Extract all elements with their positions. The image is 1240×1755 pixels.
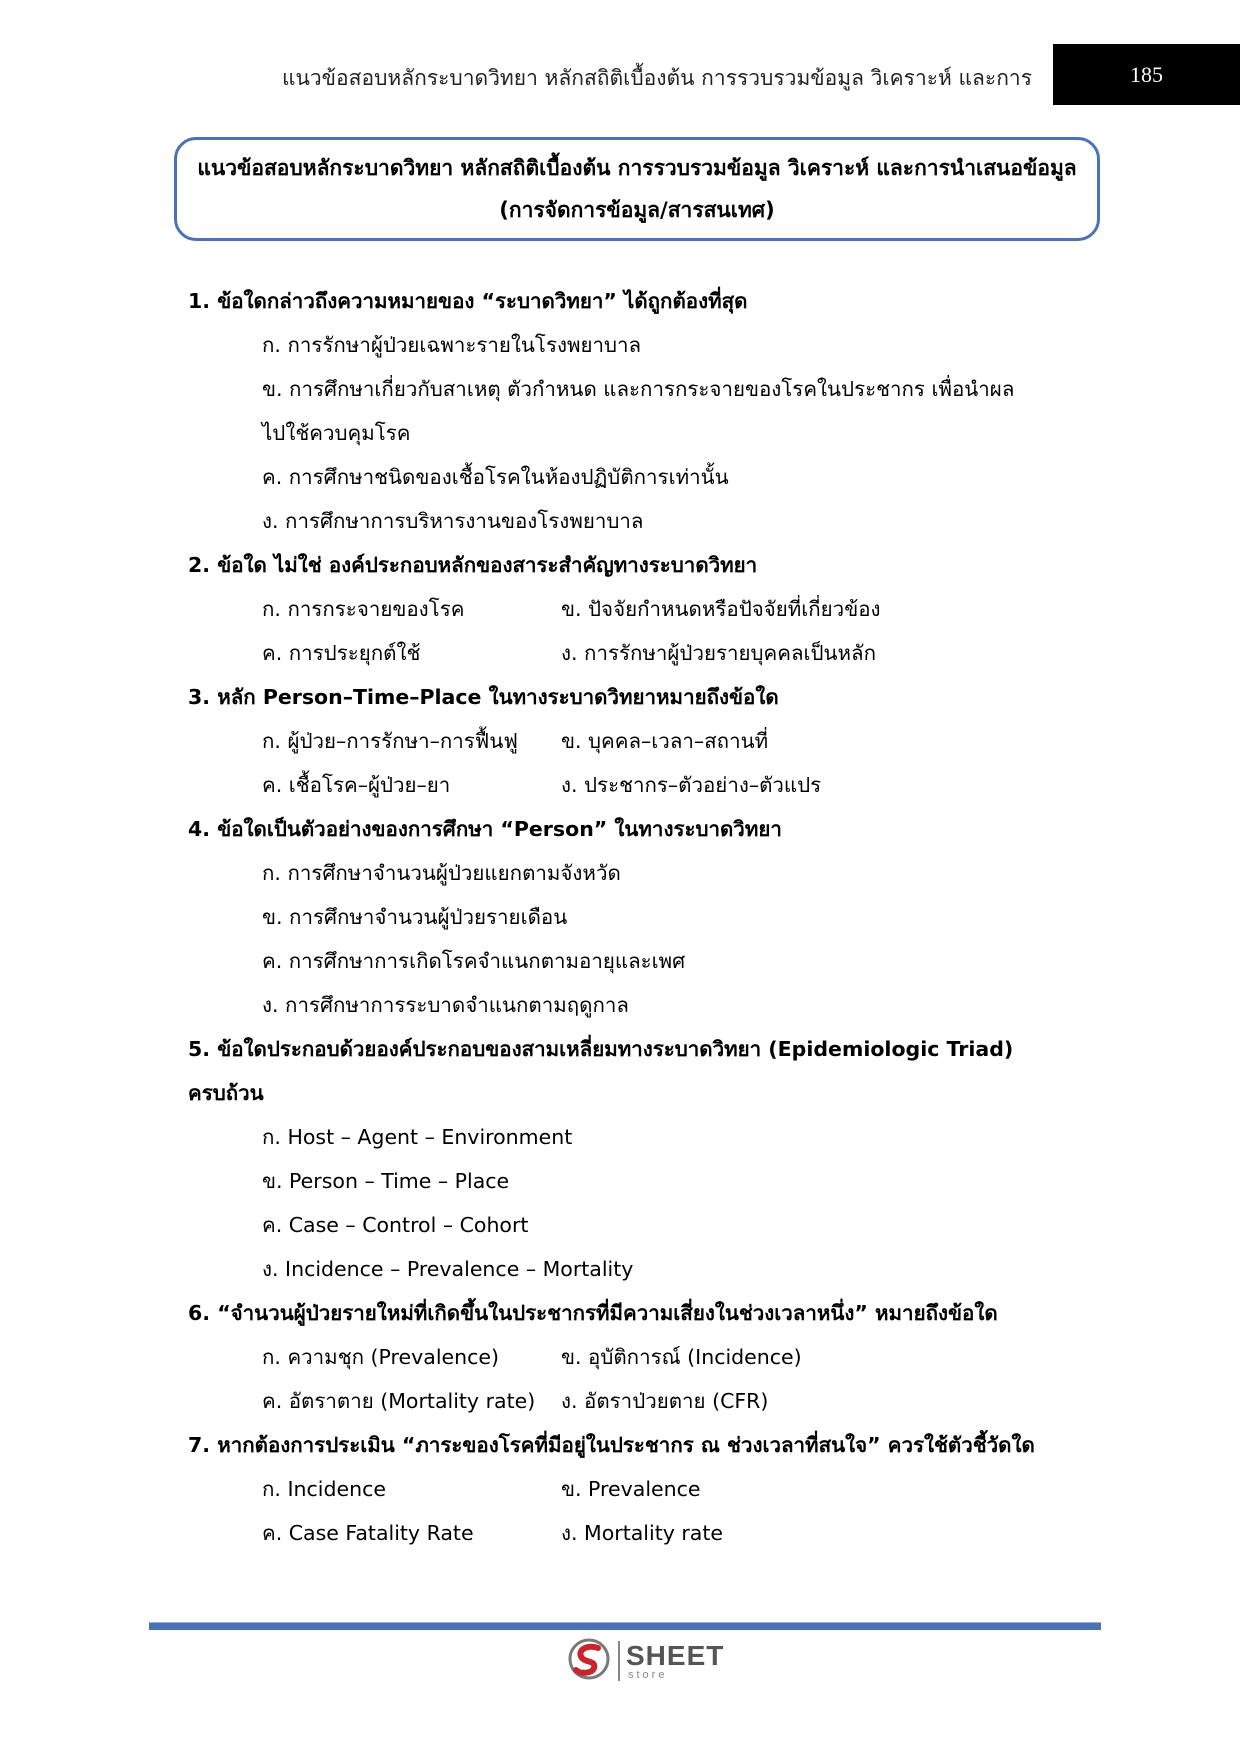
q5-option-a: ก. Host – Agent – Environment [262, 1125, 573, 1149]
logo-main-text: SHEET [626, 1639, 725, 1671]
q4-option-a: ก. การศึกษาจำนวนผู้ป่วยแยกตามจังหวัด [262, 861, 621, 885]
q7-option-c: ค. Case Fatality Rate [262, 1521, 474, 1545]
q5-option-d: ง. Incidence – Prevalence – Mortality [262, 1257, 634, 1281]
question-7: 7. หากต้องการประเมิน “ภาระของโรคที่มีอยู่ในประชากร ณ ช่วงเวลาที่สนใจ” ควรใช้ตัวชี้วัดใด [188, 1433, 1035, 1457]
q5-option-b: ข. Person – Time – Place [262, 1169, 510, 1193]
q3-option-c: ค. เชื้อโรค–ผู้ป่วย–ยา [262, 773, 451, 797]
question-3: 3. หลัก Person–Time–Place ในทางระบาดวิทยาหมายถึงข้อใด [188, 685, 779, 709]
q3-option-b: ข. บุคคล–เวลา–สถานที่ [561, 729, 769, 753]
q7-options-row-1 [188, 1467, 1088, 1511]
q5-option-c: ค. Case – Control – Cohort [262, 1213, 529, 1237]
q2-options-row-1 [188, 587, 1088, 631]
q6-option-c: ค. อัตราตาย (Mortality rate) [262, 1389, 536, 1413]
q7-options-row-2 [188, 1511, 1088, 1555]
sheet-store-s-icon [566, 1636, 612, 1686]
q6-option-a: ก. ความชุก (Prevalence) [262, 1345, 500, 1369]
q2-option-a: ก. การกระจายของโรค [262, 597, 465, 621]
question-6: 6. “จำนวนผู้ป่วยรายใหม่ที่เกิดขึ้นในประชากรที่มีความเสี่ยงในช่วงเวลาหนึ่ง” หมายถึงข้อใด [188, 1301, 998, 1325]
running-header-title: แนวข้อสอบหลักระบาดวิทยา หลักสถิติเบื้องต้น การรวบรวมข้อมูล วิเคราะห์ และการ [281, 66, 1032, 90]
q6-options-row-1 [188, 1335, 1088, 1379]
q7-option-a: ก. Incidence [262, 1477, 386, 1501]
q6-option-b: ข. อุบัติการณ์ (Incidence) [561, 1345, 802, 1369]
q4-option-d: ง. การศึกษาการระบาดจำแนกตามฤดูกาล [262, 993, 629, 1017]
sheet-store-logo [566, 1636, 724, 1686]
page-number: 185 [1053, 44, 1240, 105]
q2-options-row-2 [188, 631, 1088, 675]
q2-option-c: ค. การประยุกต์ใช้ [262, 641, 421, 665]
q3-option-a: ก. ผู้ป่วย–การรักษา–การฟื้นฟู [262, 729, 518, 753]
q1-option-a: ก. การรักษาผู้ป่วยเฉพาะรายในโรงพยาบาล [262, 333, 642, 357]
section-title-line1: แนวข้อสอบหลักระบาดวิทยา หลักสถิติเบื้องต้น การรวบรวมข้อมูล วิเคราะห์ และการนำเสนอข้อมูล [197, 156, 1077, 180]
q7-option-b: ข. Prevalence [561, 1477, 701, 1501]
q7-option-d: ง. Mortality rate [561, 1521, 724, 1545]
q1-option-c: ค. การศึกษาชนิดของเชื้อโรคในห้องปฏิบัติการเท่านั้น [262, 465, 729, 489]
footer-divider [149, 1622, 1101, 1630]
question-list [188, 279, 1088, 1555]
question-2: 2. ข้อใด ไม่ใช่ องค์ประกอบหลักของสาระสำคัญทางระบาดวิทยา [188, 553, 758, 577]
question-1: 1. ข้อใดกล่าวถึงความหมายของ “ระบาดวิทยา” ได้ถูกต้องที่สุด [188, 289, 748, 313]
q1-option-d: ง. การศึกษาการบริหารงานของโรงพยาบาล [262, 509, 644, 533]
logo-separator [618, 1641, 620, 1681]
q6-option-d: ง. อัตราป่วยตาย (CFR) [561, 1389, 769, 1413]
question-4: 4. ข้อใดเป็นตัวอย่างของการศึกษา “Person” ในทางระบาดวิทยา [188, 817, 782, 841]
q1-option-b: ข. การศึกษาเกี่ยวกับสาเหตุ ตัวกำหนด และการกระจายของโรคในประชากร เพื่อนำผลไปใช้ควบคุมโรค [262, 377, 1015, 445]
q2-option-d: ง. การรักษาผู้ป่วยรายบุคคลเป็นหลัก [561, 641, 877, 665]
q2-option-b: ข. ปัจจัยกำหนดหรือปัจจัยที่เกี่ยวข้อง [561, 597, 881, 621]
section-title-line2: (การจัดการข้อมูล/สารสนเทศ) [499, 198, 775, 222]
q3-option-d: ง. ประชากร–ตัวอย่าง–ตัวแปร [561, 773, 822, 797]
q4-option-c: ค. การศึกษาการเกิดโรคจำแนกตามอายุและเพศ [262, 949, 686, 973]
logo-sub-text: store [628, 1668, 668, 1681]
q6-options-row-2 [188, 1379, 1088, 1423]
section-title-box [174, 137, 1100, 241]
logo-wordmark [626, 1639, 725, 1681]
q3-options-row-1 [188, 719, 1088, 763]
question-5: 5. ข้อใดประกอบด้วยองค์ประกอบของสามเหลี่ยมทางระบาดวิทยา (Epidemiologic Triad) ครบถ้วน [188, 1037, 1014, 1105]
q4-option-b: ข. การศึกษาจำนวนผู้ป่วยรายเดือน [262, 905, 568, 929]
q3-options-row-2 [188, 763, 1088, 807]
